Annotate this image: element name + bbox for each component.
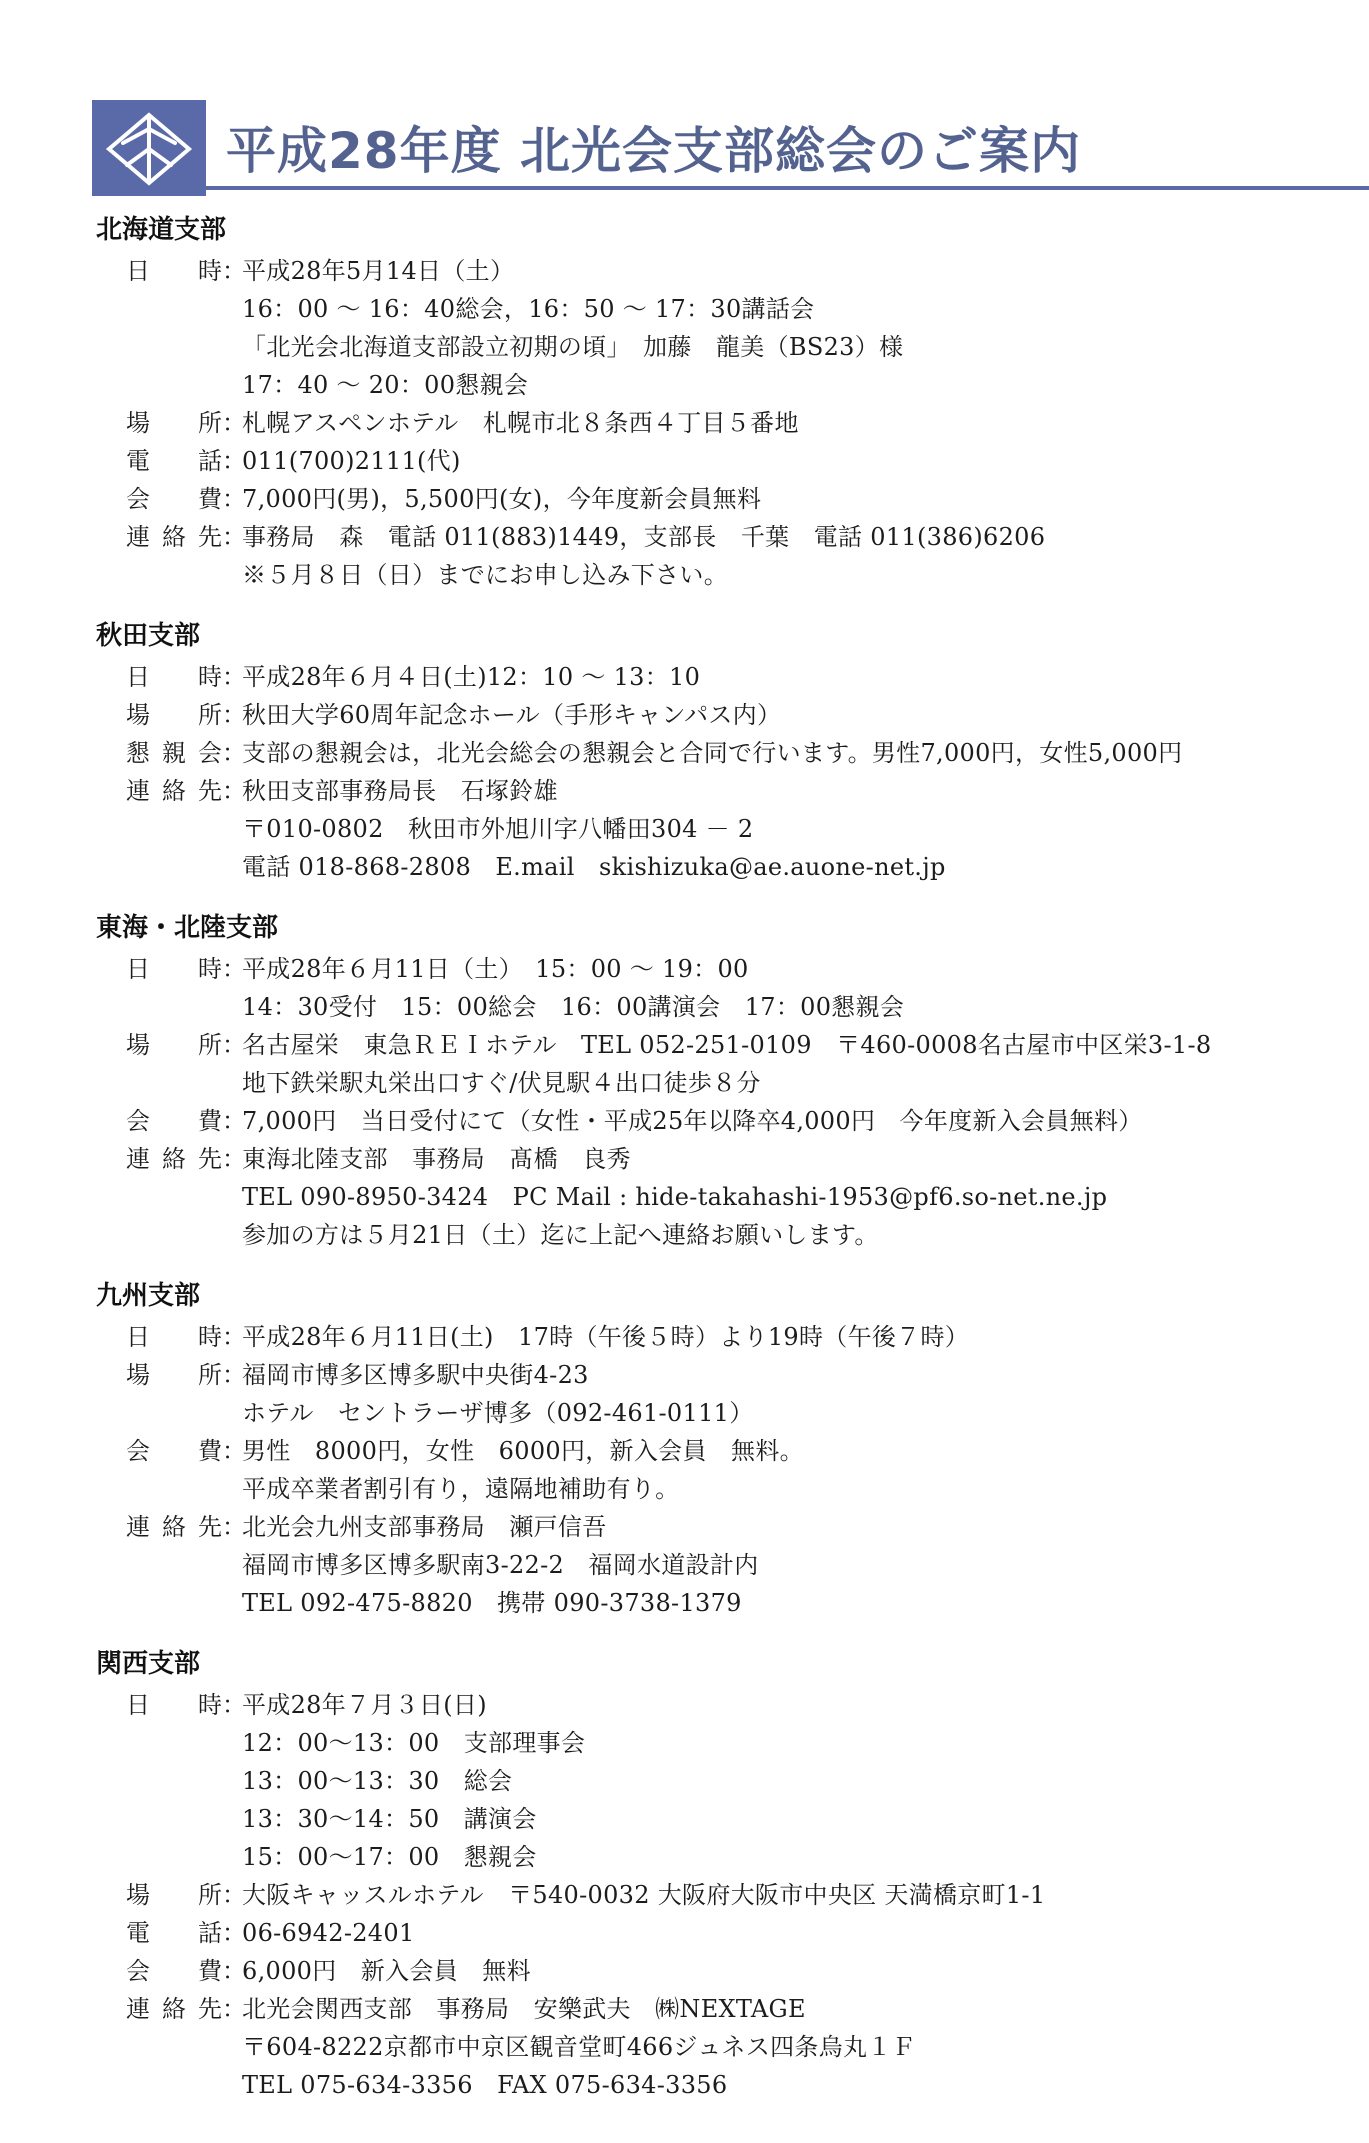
- info-value: [242, 950, 1346, 1026]
- info-value: [242, 404, 1346, 442]
- info-value: [242, 1140, 1346, 1254]
- info-label: 連絡先: [126, 1513, 222, 1541]
- info-label: 連絡先: [126, 1145, 222, 1173]
- info-row: [96, 1508, 1346, 1622]
- info-line: 平成28年６月11日（土） 15：00 ～ 19：00: [242, 955, 749, 983]
- label-colon: ：: [222, 739, 246, 767]
- label-colon: ：: [222, 1513, 246, 1541]
- info-line: 011(700)2111(代): [242, 447, 461, 475]
- info-label: 連絡先: [126, 523, 222, 551]
- branch-section: [96, 910, 1346, 1254]
- info-line: 秋田大学60周年記念ホール（手形キャンパス内）: [242, 701, 782, 729]
- info-line: 平成28年６月４日(土)12：10 ～ 13：10: [242, 663, 701, 691]
- info-label: 電話: [126, 1919, 222, 1947]
- header-rule: [206, 186, 1369, 190]
- info-label: 連絡先: [126, 1995, 222, 2023]
- info-row: [96, 1686, 1346, 1876]
- info-value: [242, 1876, 1346, 1914]
- info-line: 名古屋栄 東急ＲＥＩホテル TEL 052-251-0109 〒460-0008名古屋市中区栄3-1-8: [242, 1031, 1212, 1059]
- info-value: [242, 1026, 1346, 1102]
- info-value: [242, 772, 1346, 886]
- page-header: [92, 100, 1369, 200]
- info-label: 会費: [126, 1437, 222, 1465]
- info-line: 平成28年７月３日(日): [242, 1691, 487, 1719]
- info-line: 東海北陸支部 事務局 髙橋 良秀: [242, 1145, 631, 1173]
- info-line: 7,000円(男)，5,500円(女)，今年度新会員無料: [242, 485, 762, 513]
- info-label: 場所: [126, 1031, 222, 1059]
- info-label: 連絡先: [126, 777, 222, 805]
- label-colon: ：: [222, 1361, 246, 1389]
- label-colon: ：: [222, 257, 246, 285]
- label-colon: ：: [222, 485, 246, 513]
- label-colon: ：: [222, 1691, 246, 1719]
- info-row: [96, 950, 1346, 1026]
- info-line: 〒010-0802 秋田市外旭川字八幡田304 － 2: [242, 815, 754, 843]
- info-line: 平成卒業者割引有り，遠隔地補助有り。: [242, 1475, 680, 1503]
- info-row: [96, 404, 1346, 442]
- info-row: [96, 1140, 1346, 1254]
- label-colon: ：: [222, 1437, 246, 1465]
- info-value: [242, 1102, 1346, 1140]
- info-row: [96, 1102, 1346, 1140]
- label-colon: ：: [222, 955, 246, 983]
- branch-heading: 秋田支部: [96, 621, 201, 651]
- branch-heading: 関西支部: [96, 1649, 201, 1679]
- info-line: 事務局 森 電話 011(883)1449，支部長 千葉 電話 011(386)6206: [242, 523, 1046, 551]
- info-line: 秋田支部事務局長 石塚鈴雄: [242, 777, 558, 805]
- info-label: 日時: [126, 955, 222, 983]
- label-colon: ：: [222, 523, 246, 551]
- info-value: [242, 1356, 1346, 1432]
- info-line: 7,000円 当日受付にて（女性・平成25年以降卒4,000円 今年度新入会員無料）: [242, 1107, 1143, 1135]
- branch-section: [96, 1646, 1346, 2104]
- label-colon: ：: [222, 1881, 246, 1909]
- info-line: 14：30受付 15：00総会 16：00講演会 17：00懇親会: [242, 993, 905, 1021]
- info-value: [242, 1914, 1346, 1952]
- info-value: [242, 1952, 1346, 1990]
- label-colon: ：: [222, 409, 246, 437]
- hokkokai-emblem-icon: [105, 109, 193, 187]
- info-value: [242, 442, 1346, 480]
- info-line: TEL 075-634-3356 FAX 075-634-3356: [242, 2071, 728, 2099]
- info-value: [242, 658, 1346, 696]
- info-row: [96, 480, 1346, 518]
- branch-heading: 九州支部: [96, 1281, 201, 1311]
- page-title: 平成28年度 北光会支部総会のご案内: [226, 122, 1081, 180]
- info-row: [96, 1952, 1346, 1990]
- hokkokai-emblem: [92, 100, 206, 196]
- info-row: [96, 658, 1346, 696]
- info-line: 福岡市博多区博多駅中央街4-23: [242, 1361, 589, 1389]
- label-colon: ：: [222, 447, 246, 475]
- info-row: [96, 518, 1346, 594]
- info-label: 日時: [126, 257, 222, 285]
- info-label: 会費: [126, 1107, 222, 1135]
- info-label: 場所: [126, 1881, 222, 1909]
- info-row: [96, 696, 1346, 734]
- info-line: 北光会関西支部 事務局 安樂武夫 ㈱NEXTAGE: [242, 1995, 806, 2023]
- info-label: 場所: [126, 1361, 222, 1389]
- info-label: 電話: [126, 447, 222, 475]
- info-row: [96, 1318, 1346, 1356]
- label-colon: ：: [222, 1957, 246, 1985]
- info-line: 福岡市博多区博多駅南3-22-2 福岡水道設計内: [242, 1551, 759, 1579]
- branch-section: [96, 212, 1346, 594]
- info-row: [96, 1432, 1346, 1508]
- info-value: [242, 1318, 1346, 1356]
- info-line: 電話 018-868-2808 E.mail skishizuka@ae.auone-net.jp: [242, 853, 946, 881]
- label-colon: ：: [222, 1919, 246, 1947]
- info-value: [242, 252, 1346, 404]
- info-row: [96, 1876, 1346, 1914]
- info-row: [96, 1026, 1346, 1102]
- label-colon: ：: [222, 1031, 246, 1059]
- info-line: ※５月８日（日）までにお申し込み下さい。: [242, 561, 728, 589]
- info-line: 「北光会北海道支部設立初期の頃」 加藤 龍美（BS23）様: [242, 333, 904, 361]
- branch-heading: 北海道支部: [96, 215, 227, 245]
- info-line: 平成28年６月11日(土) 17時（午後５時）より19時（午後７時）: [242, 1323, 970, 1351]
- info-line: ホテル セントラーザ博多（092-461-0111）: [242, 1399, 754, 1427]
- info-value: [242, 1508, 1346, 1622]
- branch-list: [96, 212, 1346, 2128]
- info-row: [96, 772, 1346, 886]
- info-line: 平成28年5月14日（土）: [242, 257, 515, 285]
- info-label: 会費: [126, 485, 222, 513]
- info-label: 会費: [126, 1957, 222, 1985]
- info-label: 日時: [126, 1691, 222, 1719]
- info-value: [242, 1990, 1346, 2104]
- label-colon: ：: [222, 1107, 246, 1135]
- info-line: 13：30～14：50 講演会: [242, 1805, 537, 1833]
- info-line: TEL 092-475-8820 携帯 090-3738-1379: [242, 1589, 742, 1617]
- info-value: [242, 1686, 1346, 1876]
- info-line: 男性 8000円，女性 6000円，新入会員 無料。: [242, 1437, 804, 1465]
- label-colon: ：: [222, 1323, 246, 1351]
- info-line: 06-6942-2401: [242, 1919, 415, 1947]
- info-row: [96, 1914, 1346, 1952]
- label-colon: ：: [222, 701, 246, 729]
- info-row: [96, 1990, 1346, 2104]
- info-value: [242, 518, 1346, 594]
- label-colon: ：: [222, 1145, 246, 1173]
- info-line: 13：00～13：30 総会: [242, 1767, 513, 1795]
- info-line: 地下鉄栄駅丸栄出口すぐ/伏見駅４出口徒歩８分: [242, 1069, 761, 1097]
- info-line: 16：00 ～ 16：40総会，16：50 ～ 17：30講話会: [242, 295, 815, 323]
- info-line: 12：00～13：00 支部理事会: [242, 1729, 586, 1757]
- info-line: 〒604-8222京都市中京区観音堂町466ジュネス四条烏丸１Ｆ: [242, 2033, 916, 2061]
- info-line: 大阪キャッスルホテル 〒540-0032 大阪府大阪市中央区 天満橋京町1-1: [242, 1881, 1046, 1909]
- branch-section: [96, 618, 1346, 886]
- info-value: [242, 1432, 1346, 1508]
- info-line: 17：40 ～ 20：00懇親会: [242, 371, 529, 399]
- info-label: 日時: [126, 663, 222, 691]
- info-line: TEL 090-8950-3424 PC Mail : hide-takahashi-1953@pf6.so-net.ne.jp: [242, 1183, 1108, 1211]
- info-line: 支部の懇親会は，北光会総会の懇親会と合同で行います。男性7,000円，女性5,000円: [242, 739, 1183, 767]
- branch-heading: 東海・北陸支部: [96, 913, 279, 943]
- info-label: 場所: [126, 701, 222, 729]
- info-label: 懇親会: [126, 739, 222, 767]
- label-colon: ：: [222, 663, 246, 691]
- info-row: [96, 252, 1346, 404]
- info-value: [242, 480, 1346, 518]
- info-line: 15：00～17：00 懇親会: [242, 1843, 537, 1871]
- info-row: [96, 442, 1346, 480]
- info-line: 参加の方は５月21日（土）迄に上記へ連絡お願いします。: [242, 1221, 879, 1249]
- info-value: [242, 734, 1346, 772]
- branch-section: [96, 1278, 1346, 1622]
- info-label: 場所: [126, 409, 222, 437]
- info-line: 北光会九州支部事務局 瀬戸信吾: [242, 1513, 607, 1541]
- info-line: 6,000円 新入会員 無料: [242, 1957, 531, 1985]
- info-label: 日時: [126, 1323, 222, 1351]
- info-row: [96, 1356, 1346, 1432]
- info-value: [242, 696, 1346, 734]
- info-row: [96, 734, 1346, 772]
- label-colon: ：: [222, 777, 246, 805]
- label-colon: ：: [222, 1995, 246, 2023]
- info-line: 札幌アスペンホテル 札幌市北８条西４丁目５番地: [242, 409, 799, 437]
